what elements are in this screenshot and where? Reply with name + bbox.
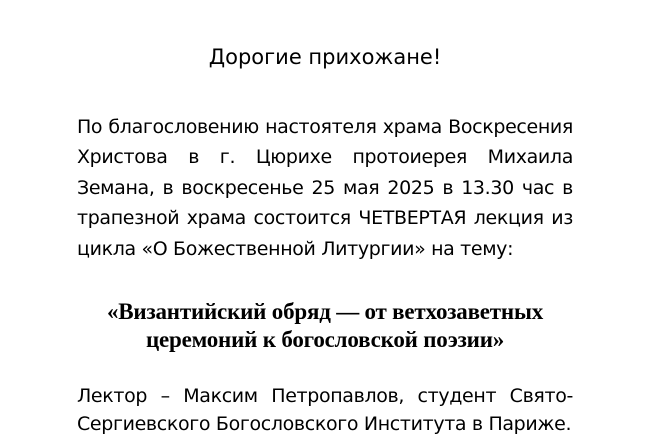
lecture-title: «Византийский обряд — от ветхозаветных церемоний к богословской поэзии» <box>106 299 544 352</box>
greeting-heading: Дорогие прихожане! <box>208 45 442 69</box>
lecturer-paragraph: Лектор – Максим Петропавлов, студент Свято-Сергиевского Богословского Института в Париже. <box>77 385 573 435</box>
announcement-paragraph: По благословению настоятеля храма Воскресения Христова в г. Цюрихе протоиерея Михаила Земана, в воскресенье 25 мая 2025 в 13.30 час в трапезной храма состоится ЧЕТВЕРТАЯ лекция из цикла «О Божественной Литургии» на тему: <box>77 116 573 260</box>
